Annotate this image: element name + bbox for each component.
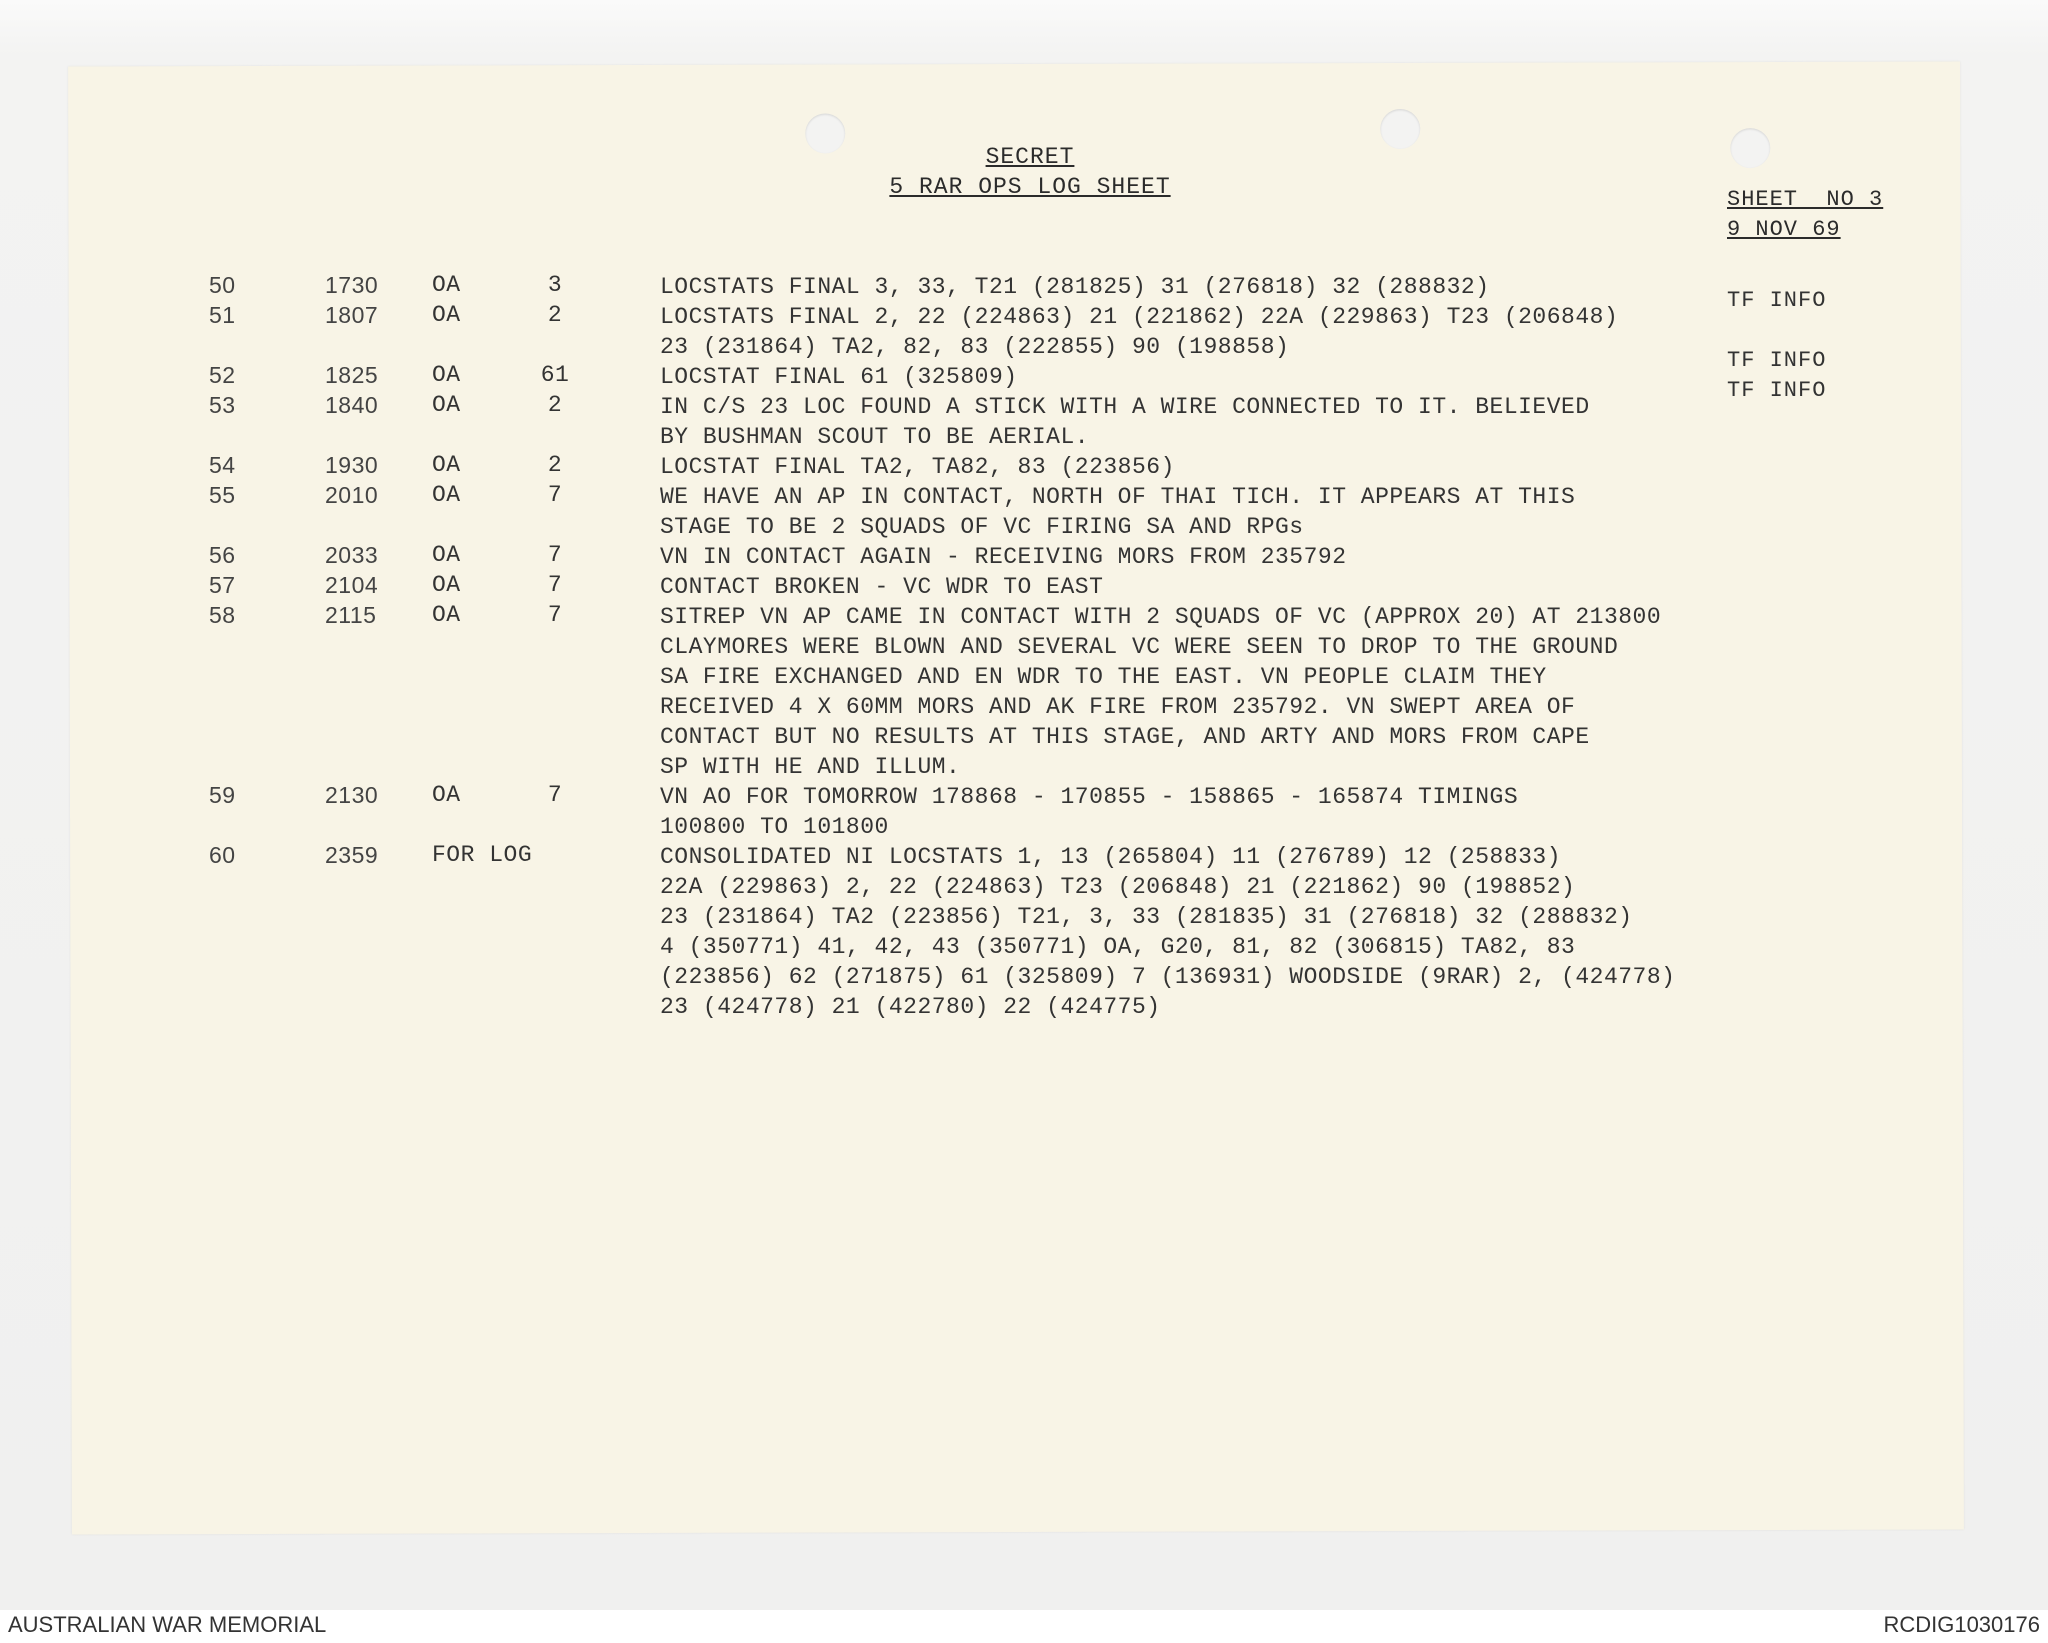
entry-from: OA [432,362,461,388]
entry-text-line: SA FIRE EXCHANGED AND EN WDR TO THE EAST. VN PEOPLE CLAIM THEY [660,664,1547,690]
entry-to: 61 [540,362,570,388]
entry-from: OA [432,392,461,418]
entry-time: 1807 [325,302,379,328]
entry-text-line: 22A (229863) 2, 22 (224863) T23 (206848) 21 (221862) 90 (198852) [660,874,1576,900]
entry-time: 1930 [325,452,379,478]
entry-to: 2 [547,302,563,328]
entry-text [660,452,1175,482]
entry-serial: 51 [209,302,236,328]
entry-to: 2 [547,392,563,418]
entry-from: OA [432,782,461,808]
sheet-info [1727,185,1883,245]
footer-record-id: RCDIG1030176 [1883,1612,2040,1637]
action-note: TF INFO [1727,378,1827,403]
entry-time: 1730 [325,272,379,298]
entry-serial: 55 [209,482,236,508]
entry-text-line: CLAYMORES WERE BLOWN AND SEVERAL VC WERE SEEN TO DROP TO THE GROUND [660,634,1619,660]
entry-from: OA [432,272,461,298]
entry-to: 7 [547,542,563,568]
entry-to: 7 [547,602,563,628]
footer-archive-name: AUSTRALIAN WAR MEMORIAL [8,1612,327,1637]
document-title: 5 RAR OPS LOG SHEET [889,174,1171,200]
entry-text [660,302,1618,362]
entry-time: 2115 [325,602,377,628]
entry-text [660,362,1018,392]
entry-to: 2 [547,452,563,478]
action-note: TF INFO [1727,288,1827,313]
entry-text-line: LOCSTAT FINAL TA2, TA82, 83 (223856) [660,454,1175,480]
entry-text-line: SP WITH HE AND ILLUM. [660,754,961,780]
entry-time: 2359 [325,842,379,868]
entry-text-line: LOCSTATS FINAL 2, 22 (224863) 21 (221862) 22A (229863) T23 (206848) [660,304,1619,330]
entry-time: 2010 [325,482,379,508]
entry-text-line: 4 (350771) 41, 42, 43 (350771) OA, G20, 81, 82 (306815) TA82, 83 [660,934,1576,960]
entry-serial: 54 [209,452,236,478]
entry-text [660,572,1103,602]
entry-text-line: LOCSTAT FINAL 61 (325809) [660,364,1018,390]
entry-from: OA [432,452,461,478]
entry-time: 1825 [325,362,379,388]
entry-serial: 57 [209,572,236,598]
entry-text [660,782,1518,842]
entry-text-line: VN AO FOR TOMORROW 178868 - 170855 - 158865 - 165874 TIMINGS [660,784,1519,810]
entry-text-line: CONSOLIDATED NI LOCSTATS 1, 13 (265804) 11 (276789) 12 (258833) [660,844,1562,870]
entry-text-line: 23 (231864) TA2, 82, 83 (222855) 90 (198858) [660,334,1290,360]
entry-serial: 52 [209,362,236,388]
sheet-date: 9 NOV 69 [1727,217,1841,242]
entry-from: OA [432,482,461,508]
punch-hole [1730,128,1770,168]
classification-heading: SECRET [985,144,1075,170]
entry-serial: 59 [209,782,236,808]
entry-text-line: CONTACT BUT NO RESULTS AT THIS STAGE, AND ARTY AND MORS FROM CAPE [660,724,1590,750]
entry-text [660,602,1661,782]
entry-text-line: WE HAVE AN AP IN CONTACT, NORTH OF THAI TICH. IT APPEARS AT THIS [660,484,1576,510]
entry-text-line: STAGE TO BE 2 SQUADS OF VC FIRING SA AND RPGs [660,514,1304,540]
entry-serial: 53 [209,392,236,418]
entry-text [660,482,1575,542]
entry-text-line: BY BUSHMAN SCOUT TO BE AERIAL. [660,424,1090,450]
entry-from: OA [432,602,461,628]
entry-text-line: RECEIVED 4 X 60MM MORS AND AK FIRE FROM 235792. VN SWEPT AREA OF [660,694,1576,720]
entry-text-line: VN IN CONTACT AGAIN - RECEIVING MORS FROM 235792 [660,544,1347,570]
entry-time: 2033 [325,542,379,568]
entry-text-line: 100800 TO 101800 [660,814,889,840]
entry-text-line: (223856) 62 (271875) 61 (325809) 7 (136931) WOODSIDE (9RAR) 2, (424778) [660,964,1676,990]
entry-text [660,392,1590,452]
entry-to: 7 [547,782,563,808]
entry-text [660,542,1347,572]
entry-text [660,842,1675,1022]
entry-text-line: SITREP VN AP CAME IN CONTACT WITH 2 SQUADS OF VC (APPROX 20) AT 213800 [660,604,1662,630]
entry-serial: 58 [209,602,236,628]
entry-text-line: IN C/S 23 LOC FOUND A STICK WITH A WIRE CONNECTED TO IT. BELIEVED [660,394,1590,420]
entry-to: 3 [547,272,563,298]
entry-time: 2104 [325,572,379,598]
entry-serial: 56 [209,542,236,568]
entry-text-line: CONTACT BROKEN - VC WDR TO EAST [660,574,1104,600]
entry-text [660,272,1490,302]
entry-from: OA [432,542,461,568]
entry-from: OA [432,302,461,328]
punch-hole [1380,109,1420,149]
entry-time: 1840 [325,392,379,418]
entry-from: OA [432,572,461,598]
entry-serial: 50 [209,272,236,298]
sheet-number: SHEET NO 3 [1727,187,1884,212]
entry-to: 7 [547,482,563,508]
action-note: TF INFO [1727,348,1827,373]
entry-to: 7 [547,572,563,598]
entry-text-line: 23 (231864) TA2 (223856) T21, 3, 33 (281835) 31 (276818) 32 (288832) [660,904,1633,930]
entry-time: 2130 [325,782,379,808]
entry-text-line: 23 (424778) 21 (422780) 22 (424775) [660,994,1161,1020]
entry-text-line: LOCSTATS FINAL 3, 33, T21 (281825) 31 (276818) 32 (288832) [660,274,1490,300]
entry-serial: 60 [209,842,236,868]
entry-from: FOR LOG [432,842,533,868]
